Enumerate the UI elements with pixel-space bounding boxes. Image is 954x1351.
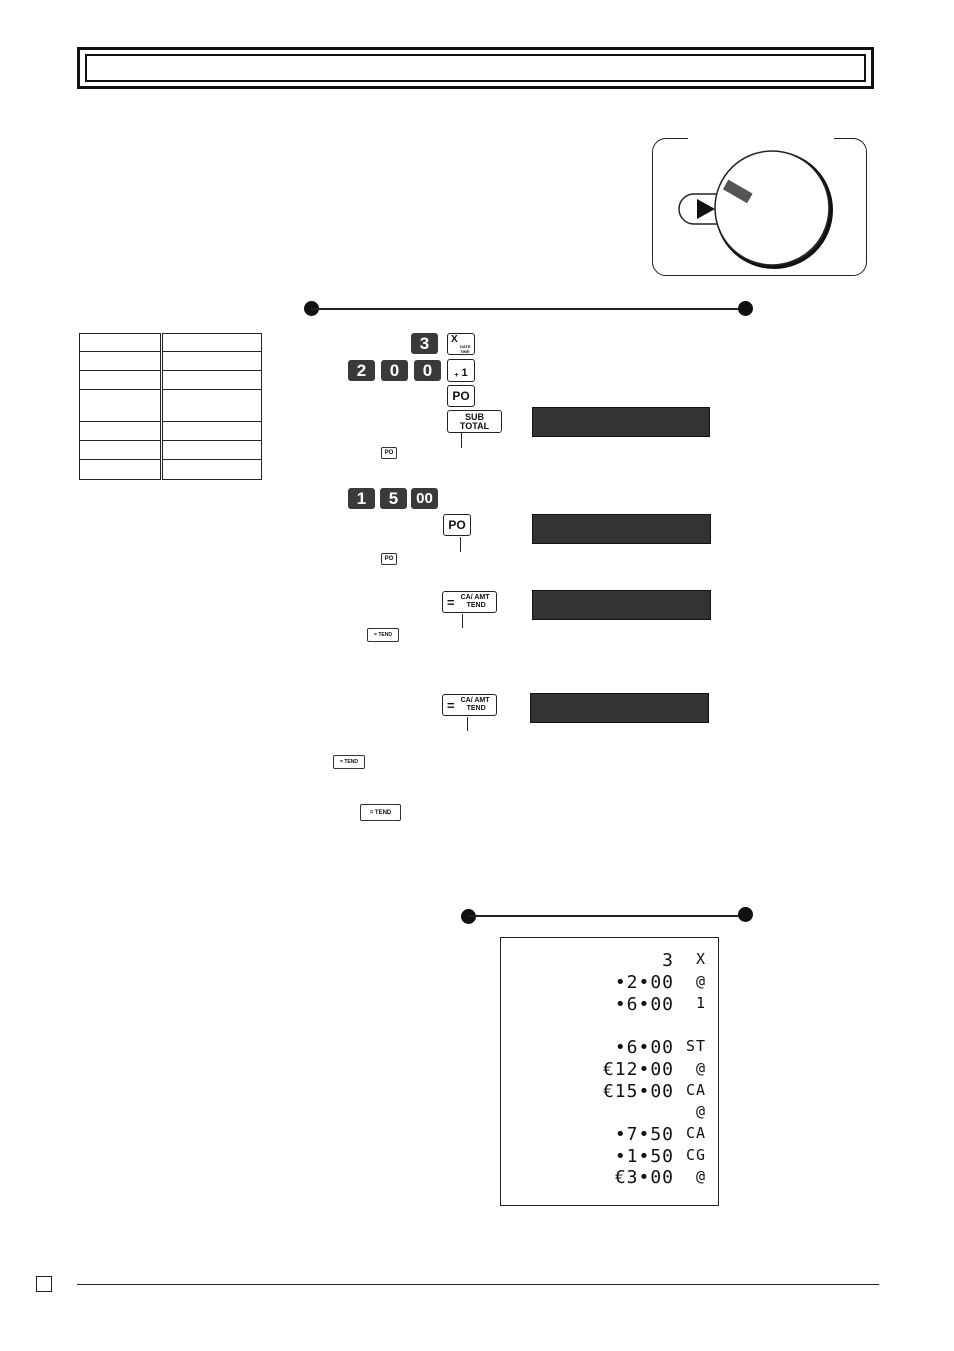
- po-small-key-second: PO: [381, 553, 397, 565]
- small-tend: TEND: [378, 632, 392, 638]
- po-tick: [460, 537, 461, 552]
- multiply-date-time-key[interactable]: [447, 333, 475, 355]
- ca-amt-tend-label: [461, 594, 490, 610]
- key-0-second[interactable]: 0: [414, 360, 441, 381]
- mode-switch-illustration: [652, 138, 867, 276]
- receipt-amount: •6•00: [614, 994, 674, 1015]
- ca-amt-tend-label-second: [461, 697, 490, 713]
- receipt-symbol: @: [695, 1167, 706, 1185]
- ca-amt-line: CA/ AMT: [460, 594, 490, 601]
- key-0[interactable]: 0: [381, 360, 408, 381]
- ca-amt-line-second: CA/ AMT: [460, 697, 490, 704]
- ca-amt-tend-key[interactable]: [442, 591, 497, 613]
- plus-one-digit: 1: [461, 367, 468, 379]
- po-key[interactable]: PO: [447, 385, 475, 407]
- title-inner-box: [85, 54, 866, 82]
- receipt-amount: •2•00: [614, 972, 674, 993]
- receipt-symbol: @: [695, 1059, 706, 1077]
- tend-line: TEND: [466, 602, 486, 609]
- receipt-symbol: ST: [685, 1037, 706, 1055]
- small-equals-third: =: [369, 809, 374, 816]
- receipt-symbol: 1: [695, 994, 706, 1012]
- ca-small-key-third: [360, 804, 401, 821]
- receipt-connector-dot-right: [738, 907, 753, 922]
- receipt-row: [534, 1037, 706, 1058]
- receipt-symbol: CA: [685, 1124, 706, 1142]
- subtotal-line1: SUB: [464, 411, 484, 422]
- ca-amt-tend-key-second[interactable]: [442, 694, 497, 716]
- display-subtotal: [532, 407, 710, 437]
- page-number-box: [36, 1276, 52, 1292]
- ca-small-key-second: [333, 755, 365, 769]
- footer-rule: [77, 1284, 879, 1285]
- display-cash-second: [530, 693, 709, 723]
- receipt-amount: €12•00: [602, 1059, 674, 1080]
- receipt-row: [534, 1081, 706, 1102]
- ca-tick: [462, 614, 463, 628]
- receipt-connector-dot-left: [461, 909, 476, 924]
- key-00[interactable]: 00: [411, 488, 438, 509]
- po-small-key: PO: [381, 447, 397, 459]
- receipt-row: [534, 1146, 706, 1167]
- receipt-symbol: @: [695, 972, 706, 990]
- receipt-symbol: CG: [685, 1146, 706, 1164]
- receipt-amount: •7•50: [614, 1124, 674, 1145]
- plus-one-key[interactable]: [447, 359, 475, 382]
- receipt-row: [534, 950, 706, 971]
- small-equals: =: [374, 632, 377, 638]
- subtotal-line2: TOTAL: [459, 420, 490, 431]
- receipt-symbol: CA: [685, 1081, 706, 1099]
- receipt-amount: •6•00: [614, 1037, 674, 1058]
- tend-line-second: TEND: [466, 705, 486, 712]
- receipt-amount: [534, 1102, 674, 1120]
- receipt-row: [534, 1102, 706, 1120]
- title-frame: [77, 47, 874, 89]
- key-5[interactable]: 5: [380, 488, 407, 509]
- receipt-row: [534, 1124, 706, 1145]
- small-tend-second: TEND: [344, 759, 358, 765]
- ca-tick-second: [467, 717, 468, 731]
- connector-dot-right: [738, 301, 753, 316]
- receipt-amount: 3: [662, 950, 674, 971]
- setting-table: [79, 333, 262, 480]
- receipt-row: [534, 972, 706, 993]
- multiply-symbol: X: [451, 333, 458, 345]
- equals-sign: =: [447, 594, 455, 610]
- ca-small-key: [367, 628, 399, 642]
- small-equals-second: =: [340, 759, 343, 765]
- receipt-symbol: X: [695, 950, 706, 968]
- receipt-amount: €3•00: [614, 1167, 674, 1188]
- plus-sign: +: [454, 372, 459, 379]
- subtotal-tick: [461, 433, 462, 448]
- display-po: [532, 514, 711, 544]
- receipt-symbol: @: [695, 1102, 706, 1120]
- equals-sign-second: =: [447, 697, 455, 713]
- connector-line: [311, 308, 745, 310]
- receipt: [500, 937, 719, 1206]
- po-key-second[interactable]: PO: [443, 514, 471, 536]
- receipt-row: [534, 1059, 706, 1080]
- key-2[interactable]: 2: [348, 360, 375, 381]
- receipt-row: [534, 994, 706, 1015]
- multiply-sub-label: DATE TIME: [460, 343, 471, 354]
- receipt-row: [534, 1167, 706, 1188]
- receipt-connector-line: [468, 915, 746, 917]
- receipt-amount: €15•00: [602, 1081, 674, 1102]
- subtotal-key[interactable]: [447, 410, 502, 433]
- small-tend-third: TEND: [374, 809, 392, 816]
- display-cash: [532, 590, 711, 620]
- key-3[interactable]: 3: [411, 333, 438, 354]
- key-1[interactable]: 1: [348, 488, 375, 509]
- receipt-amount: •1•50: [614, 1146, 674, 1167]
